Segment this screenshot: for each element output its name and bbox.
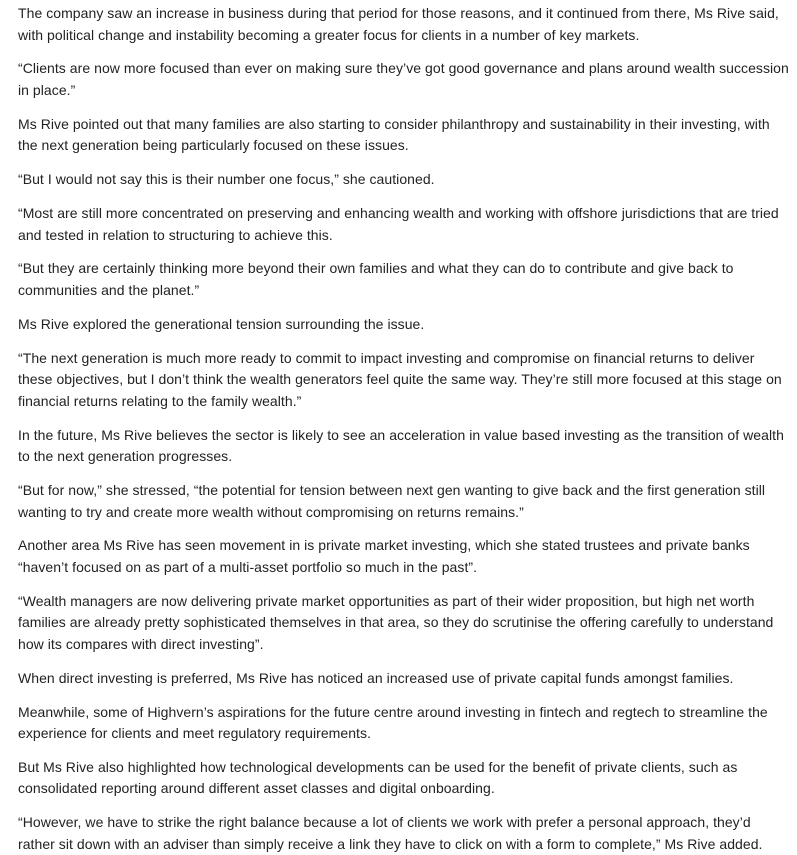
paragraph: “The next generation is much more ready to commit to impact investing and compromise on financial returns to deliver these objectives, but I don’t think the wealth generators feel quite the same way. They’re still more focused at this stage on financial returns relating to the family wealth.” xyxy=(18,349,782,409)
paragraph: “But I would not say this is their number one focus,” she cautioned. xyxy=(18,171,435,188)
paragraph: “Wealth managers are now delivering private market opportunities as part of their wider proposition, but high net worth families are already pretty sophisticated themselves in that area, so they do scrutinise the offering carefully to understand how its compares with direct investing”. xyxy=(18,592,774,652)
paragraph: The company saw an increase in business during that period for those reasons, and it continued from there, Ms Rive said, with political change and instability becoming a greater focus for clients in a number of key markets. xyxy=(18,5,779,43)
paragraph: “But they are certainly thinking more beyond their own families and what they can do to contribute and give back to communities and the planet.” xyxy=(18,260,734,298)
paragraph: “However, we have to strike the right balance because a lot of clients we work with prefer a personal approach, they’d rather sit down with an adviser than simply receive a link they have to click on with a form to complete,” Ms Rive added. xyxy=(18,814,763,852)
paragraph: When direct investing is preferred, Ms Rive has noticed an increased use of private capital funds amongst families. xyxy=(18,669,734,686)
paragraph: Ms Rive explored the generational tension surrounding the issue. xyxy=(18,315,425,332)
paragraph: “Clients are now more focused than ever on making sure they’ve got good governance and plans around wealth succession in place.” xyxy=(18,60,789,98)
paragraph: But Ms Rive also highlighted how technological developments can be used for the benefit of private clients, such as consolidated reporting around different asset classes and digital onboarding. xyxy=(18,758,738,797)
paragraph: Ms Rive pointed out that many families are also starting to consider philanthropy and sustainability in their investing, with the next generation being particularly focused on these issues. xyxy=(18,115,770,154)
paragraph: “Most are still more concentrated on preserving and enhancing wealth and working with offshore jurisdictions that are tried and tested in relation to structuring to achieve this. xyxy=(18,205,779,243)
paragraph: Another area Ms Rive has seen movement in is private market investing, which she stated trustees and private banks “haven’t focused on as part of a multi-asset portfolio so much in the past”. xyxy=(18,537,750,575)
paragraph: Meanwhile, some of Highvern’s aspirations for the future centre around investing in fintech and regtech to streamline the experience for clients and meet regulatory requirements. xyxy=(18,703,768,742)
paragraph: In the future, Ms Rive believes the sector is likely to see an acceleration in value based investing as the transition of wealth to the next generation progresses. xyxy=(18,426,784,465)
paragraph: “But for now,” she stressed, “the potential for tension between next gen wanting to give back and the first generation still wanting to try and create more wealth without compromising on returns remains.” xyxy=(18,482,766,520)
